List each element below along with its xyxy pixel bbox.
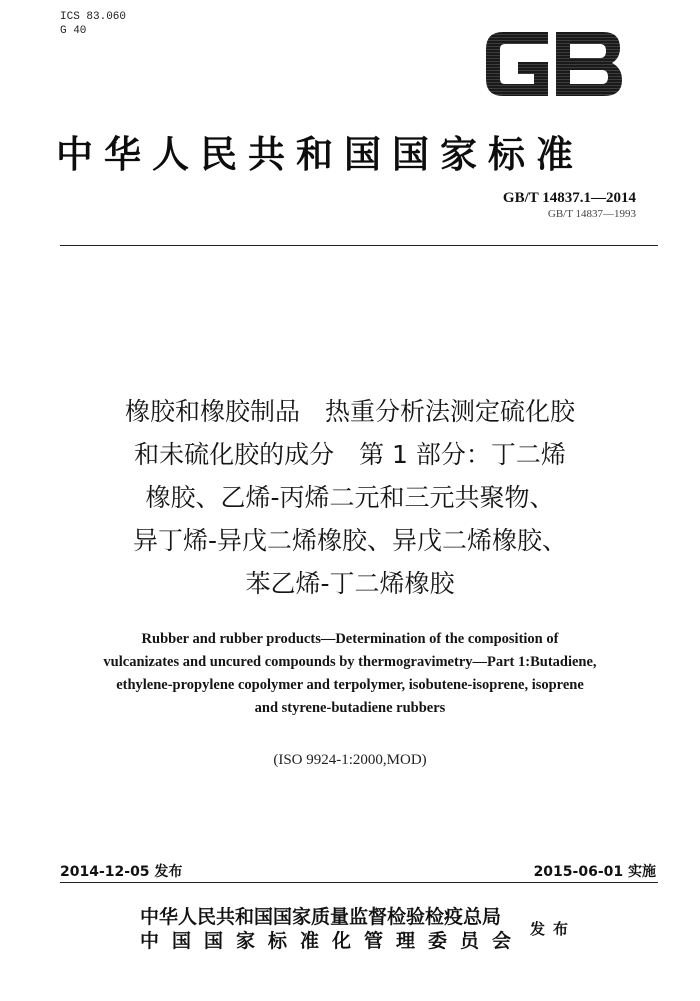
- english-title-line: ethylene-propylene copolymer and terpolymer, isobutene-isoprene, isoprene: [116, 677, 584, 693]
- iso-reference: (ISO 9924-1:2000,MOD): [273, 752, 427, 768]
- chinese-title-line: 橡胶、乙烯-丙烯二元和三元共聚物、: [145, 483, 555, 512]
- gb-logo-text: GB: [478, 24, 480, 25]
- gb-logo: [478, 24, 628, 104]
- top-divider: [60, 245, 658, 246]
- chinese-title-line: 苯乙烯-丁二烯橡胶: [245, 569, 455, 598]
- national-standard-title: 中华人民共和国国家标准: [56, 133, 584, 176]
- ics-code: ICS 83.060: [60, 11, 127, 23]
- issuer-aqsiq: 中华人民共和国国家质量监督检验检疫总局: [140, 906, 502, 928]
- english-title-line: and styrene-butadiene rubbers: [254, 700, 446, 716]
- chinese-title: [30, 390, 670, 605]
- english-title-line: vulcanizates and uncured compounds by thermogravimetry—Part 1:Butadiene,: [103, 654, 597, 670]
- issuing-authorities: [140, 905, 524, 953]
- chinese-title-line: 异丁烯-异戊二烯橡胶、异戊二烯橡胶、: [132, 526, 568, 555]
- classification-codes: [60, 10, 126, 38]
- standard-number-current: GB/T 14837.1—2014: [502, 190, 636, 206]
- standard-number-replaces: GB/T 14837—1993: [547, 208, 636, 220]
- ccs-code: G 40: [60, 25, 87, 37]
- english-title: [40, 628, 660, 720]
- chinese-title-line: 和未硫化胶的成分 第 1 部分：丁二烯: [134, 440, 566, 469]
- issue-date: 2014-12-05 发布: [60, 864, 183, 880]
- bottom-divider: [60, 882, 658, 883]
- issuer-sac: 中国国家标准化管理委员会: [140, 930, 525, 952]
- publish-label: 发布: [530, 920, 577, 938]
- standard-number: [503, 190, 636, 220]
- english-title-line: Rubber and rubber products—Determination of the composition of: [141, 631, 559, 647]
- implementation-date: 2015-06-01 实施: [533, 864, 656, 880]
- chinese-title-line: 橡胶和橡胶制品 热重分析法测定硫化胶: [124, 397, 575, 426]
